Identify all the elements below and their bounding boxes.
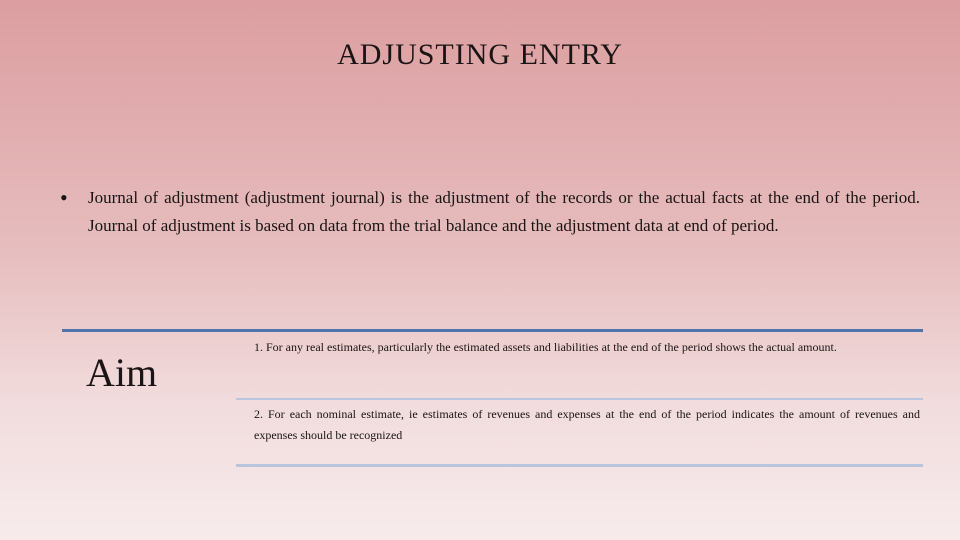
aim-top-divider (62, 329, 923, 332)
bullet-marker: • (60, 185, 68, 210)
aim-item-2: 2. For each nominal estimate, ie estimates of revenues and expenses at the end of the period indicates the amount of revenues and expenses should be recognized (254, 407, 920, 442)
aim-middle-divider (236, 398, 923, 400)
aim-bottom-divider (236, 464, 923, 467)
slide-title: ADJUSTING ENTRY (337, 38, 623, 71)
bullet-text: Journal of adjustment (adjustment journal) is the adjustment of the records or the actual facts at the end of the period. Journal of adjustment is based on data from the trial balance and the adjustment data at end of period. (88, 188, 920, 235)
bullet-paragraph (60, 184, 920, 240)
aim-label: Aim (86, 350, 158, 395)
aim-item-1: 1. For any real estimates, particularly the estimated assets and liabilities at the end of the period shows the actual amount. (254, 340, 837, 354)
